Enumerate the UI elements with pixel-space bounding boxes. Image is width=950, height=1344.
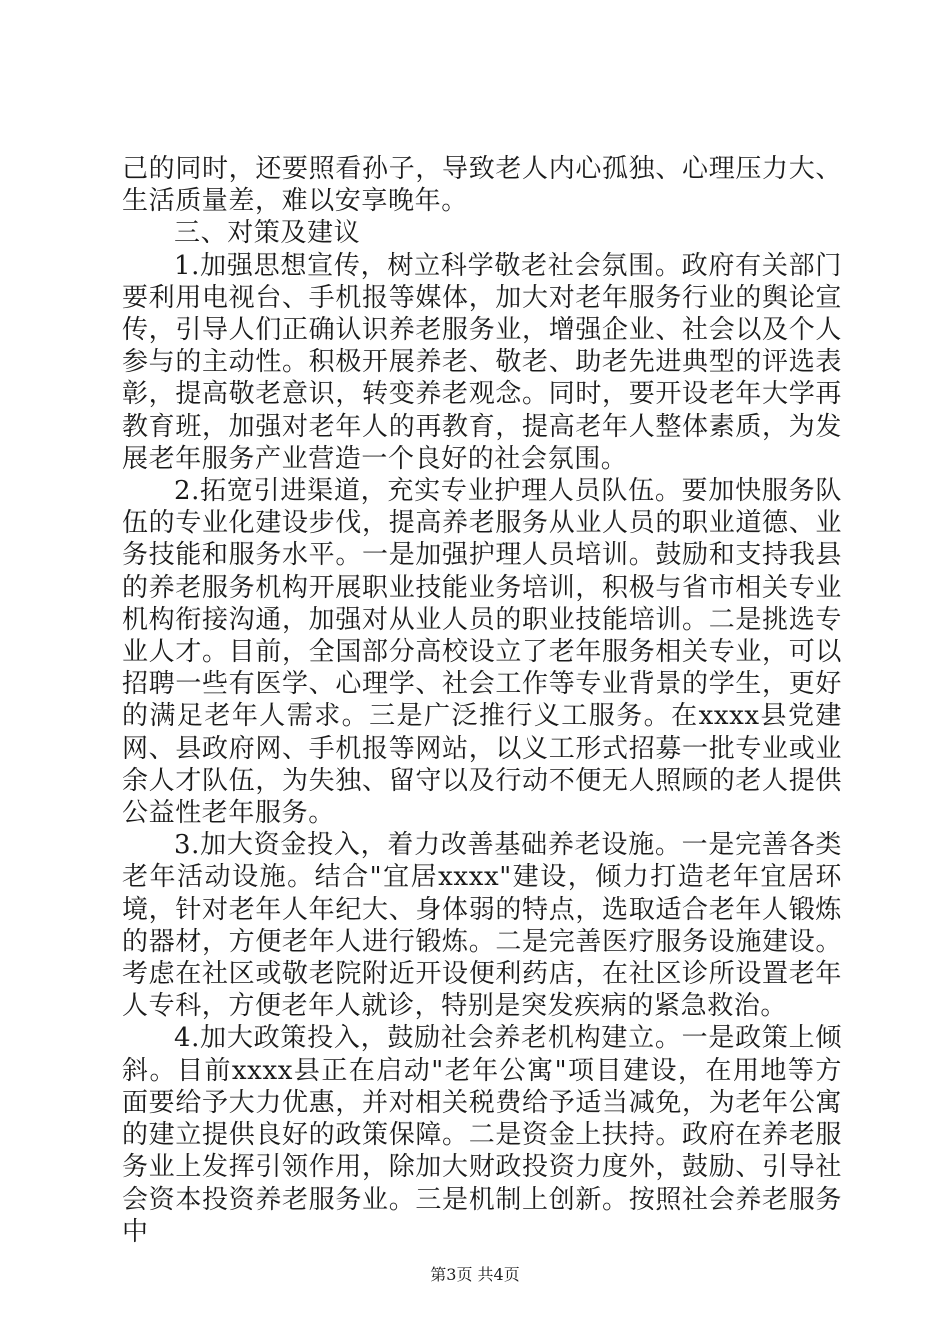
page-footer: 第3页 共4页 bbox=[430, 1265, 520, 1284]
document-body bbox=[122, 153, 842, 1248]
section-heading: 三、对策及建议 bbox=[174, 218, 361, 249]
paragraph-item-1: 1.加强思想宣传，树立科学敬老社会氛围。政府有关部门要利用电视台、手机报等媒体，加大对老年服务行业的舆论宣传，引导人们正确认识养老服务业，增强企业、社会以及个人参与的主动性。积极开展养老、敬老、助老先进典型的评选表彰，提高敬老意识，转变养老观念。同时，要开设老年大学再教育班，加强对老年人的再教育，提高老年人整体素质，为发展老年服务产业营造一个良好的社会氛围。 bbox=[122, 250, 842, 474]
paragraph-continuation: 己的同时，还要照看孙子，导致老人内心孤独、心理压力大、生活质量差，难以安享晚年。 bbox=[122, 154, 842, 217]
paragraph-item-3: 3.加大资金投入，着力改善基础养老设施。一是完善各类老年活动设施。结合"宜居xxxx"建设，倾力打造老年宜居环境，针对老年人年纪大、身体弱的特点，选取适合老年人锻炼的器材，方便老年人进行锻炼。二是完善医疗服务设施建设。考虑在社区或敬老院附近开设便利药店，在社区诊所设置老年人专科，方便老年人就诊，特别是突发疾病的紧急救治。 bbox=[122, 830, 842, 1022]
paragraph-item-4: 4.加大政策投入，鼓励社会养老机构建立。一是政策上倾斜。目前xxxx县正在启动"老年公寓"项目建设，在用地等方面要给予大力优惠，并对相关税费给予适当减免，为老年公寓的建立提供良好的政策保障。二是资金上扶持。政府在养老服务业上发挥引领作用，除加大财政投资力度外，鼓励、引导社会资本投资养老服务业。三是机制上创新。按照社会养老服务中 bbox=[122, 1023, 842, 1247]
paragraph-item-2: 2.拓宽引进渠道，充实专业护理人员队伍。要加快服务队伍的专业化建设步伐，提高养老服务从业人员的职业道德、业务技能和服务水平。一是加强护理人员培训。鼓励和支持我县的养老服务机构开展职业技能业务培训，积极与省市相关专业机构衔接沟通，加强对从业人员的职业技能培训。二是挑选专业人才。目前，全国部分高校设立了老年服务相关专业，可以招聘一些有医学、心理学、社会工作等专业背景的学生，更好的满足老年人需求。三是广泛推行义工服务。在xxxx县党建网、县政府网、手机报等网站，以义工形式招募一批专业或业余人才队伍，为失独、留守以及行动不便无人照顾的老人提供公益性老年服务。 bbox=[122, 476, 842, 829]
